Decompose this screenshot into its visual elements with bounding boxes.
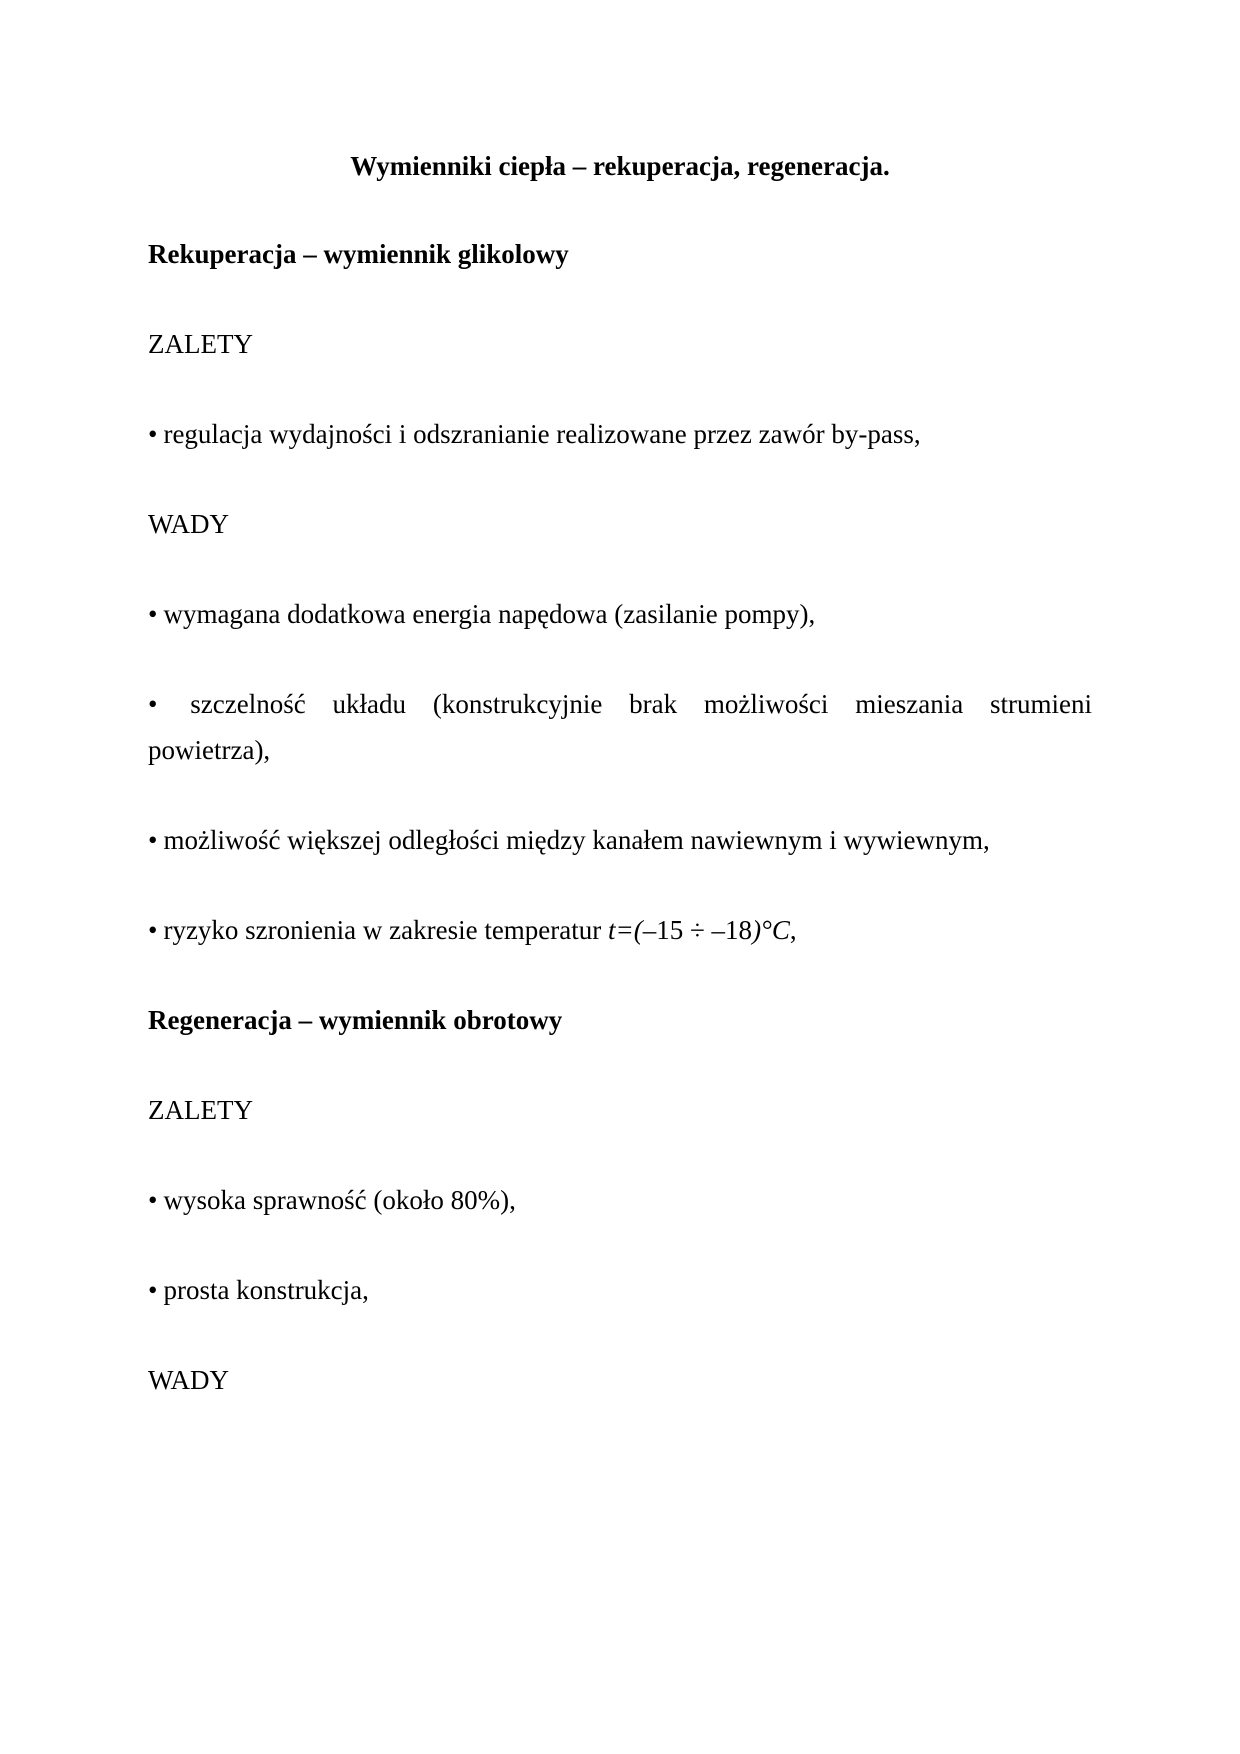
temperature-unit: )°C xyxy=(752,915,790,945)
list-item xyxy=(148,418,921,450)
list-item-text: szczelność układu (konstrukcyjnie brak możliwości mieszania strumieni xyxy=(190,689,1092,719)
document-title: Wymienniki ciepła – rekuperacja, regeneracja. xyxy=(350,151,890,181)
list-item-text: wysoka sprawność (około 80%), xyxy=(163,1185,516,1215)
list-item xyxy=(148,824,990,856)
list-item xyxy=(148,598,815,630)
list-item-text: regulacja wydajności i odszranianie realizowane przez zawór by-pass, xyxy=(163,419,921,449)
bullet-icon: • xyxy=(148,689,158,719)
list-item-tail: , xyxy=(789,915,797,945)
cons-label: WADY xyxy=(148,509,229,539)
list-item-text: ryzyko szronienia w zakresie temperatur xyxy=(163,915,609,945)
list-item xyxy=(148,1274,369,1306)
bullet-icon: • xyxy=(148,825,158,855)
section-heading-rekuperacja: Rekuperacja – wymiennik glikolowy xyxy=(148,239,569,269)
bullet-icon: • xyxy=(148,419,158,449)
list-item-frost-risk xyxy=(148,914,797,946)
list-item-text: prosta konstrukcja, xyxy=(163,1275,369,1305)
temperature-range: –15 ÷ –18 xyxy=(642,915,753,945)
list-item-text: możliwość większej odległości między kanałem nawiewnym i wywiewnym, xyxy=(163,825,990,855)
section-heading-regeneracja: Regeneracja – wymiennik obrotowy xyxy=(148,1005,563,1035)
temperature-variable: t=( xyxy=(608,915,643,945)
cons-label: WADY xyxy=(148,1365,229,1395)
bullet-icon: • xyxy=(148,1275,158,1305)
list-item-text: wymagana dodatkowa energia napędowa (zasilanie pompy), xyxy=(163,599,816,629)
bullet-icon: • xyxy=(148,915,158,945)
bullet-icon: • xyxy=(148,1185,158,1215)
pros-label: ZALETY xyxy=(148,329,253,359)
list-item xyxy=(148,1184,516,1216)
pros-label: ZALETY xyxy=(148,1095,253,1125)
list-item-justified xyxy=(148,688,1092,720)
bullet-icon: • xyxy=(148,599,158,629)
list-item-continuation: powietrza), xyxy=(148,735,271,765)
